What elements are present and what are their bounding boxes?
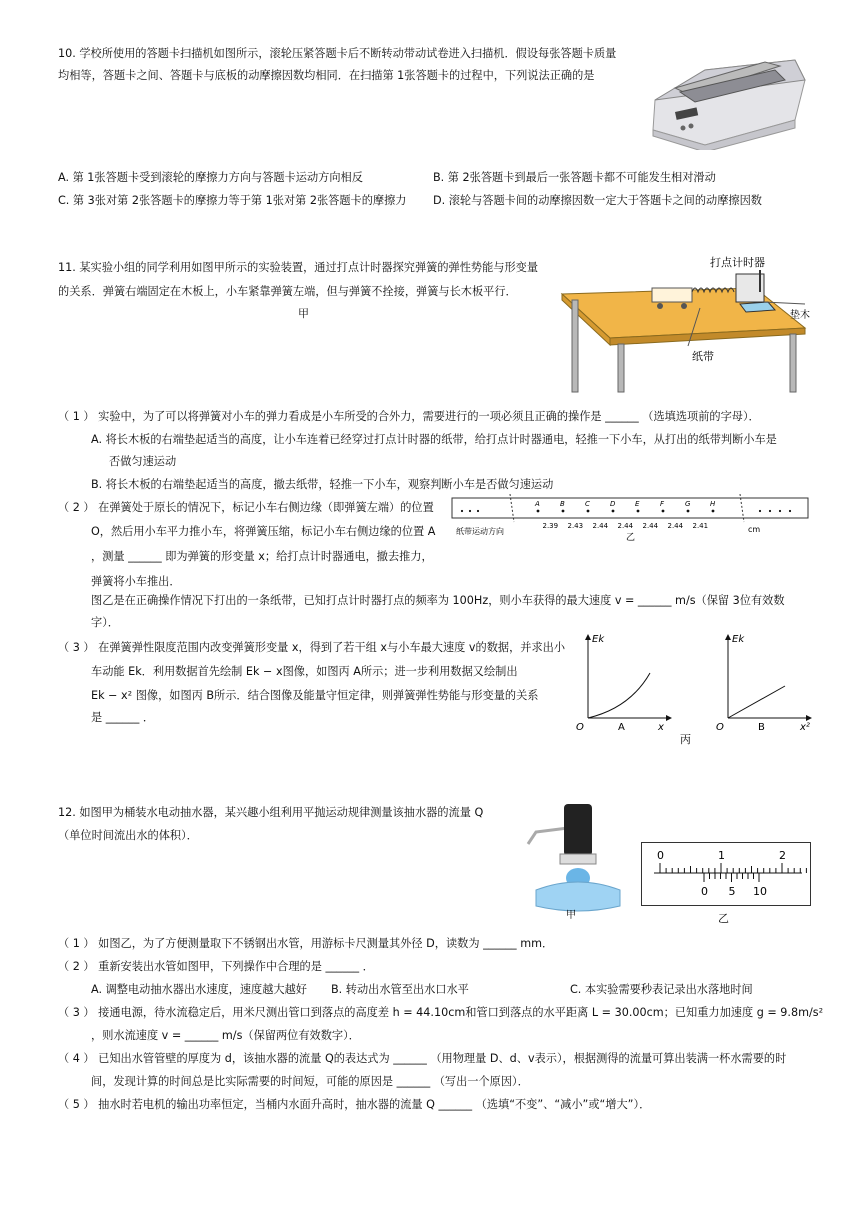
q11-part2-line4: 弹簧将小车推出． xyxy=(91,575,181,588)
q11-part2-line1: （ 2 ） 在弹簧处于原长的情况下，标记小车右侧边缘（即弹簧左端）的位置 xyxy=(58,501,434,514)
pump-fig-label: 甲 xyxy=(566,910,576,920)
q12-part3-line1: （ 3 ） 接通电源，待水流稳定后，用米尺测出管口到落点的高度差 h = 44.10cm和管口到落点的水平距离 L = 30.00cm；已知重力加速度 g = 9.8m/s² xyxy=(58,1006,824,1019)
q10-stem-line1: 10. 学校所使用的答题卡扫描机如图所示，滚轮压紧答题卡后不断转动带动试卷进入扫描机．假设每张答题卡质量 xyxy=(58,47,617,60)
q12-part3-line2: ，则水流速度 v = ______ m/s（保留两位有效数字）． xyxy=(91,1029,360,1042)
tape-point-label: A xyxy=(535,500,540,508)
graph-b-origin: O xyxy=(716,722,724,733)
scanner-illustration xyxy=(645,40,810,150)
vernier-scale-label: 5 xyxy=(728,885,736,898)
tape-point-label: E xyxy=(635,500,640,508)
q12-part2-option-b: B. 转动出水管至出水口水平 xyxy=(331,983,469,996)
apparatus-label-timer: 打点计时器 xyxy=(710,256,765,269)
tape-point xyxy=(562,510,565,513)
tape-interval-value: 2.39 xyxy=(542,522,559,530)
graph-a-xlabel: x xyxy=(658,722,664,733)
q11-part2-line6: 字）． xyxy=(91,616,119,629)
q11-part1-option-a1: A. 将长木板的右端垫起适当的高度，让小车连着已经穿过打点计时器的纸带，给打点计时器通电，轻推一下小车，从打出的纸带判断小车是 xyxy=(91,433,777,446)
q11-part1: （ 1 ） 实验中，为了可以将弹簧对小车的弹力看成是小车所受的合外力，需要进行的一项必须且正确的操作是 ______ （选填选项前的字母）． xyxy=(58,410,760,423)
graph-a-origin: O xyxy=(576,722,584,733)
main-scale-label: 0 xyxy=(657,849,664,862)
q11-part2-line2: O，然后用小车平力推小车，将弹簧压缩，标记小车右侧边缘的位置 A xyxy=(91,525,436,538)
tape-point-label: H xyxy=(710,500,716,508)
tape-point xyxy=(587,510,590,513)
q11-part3-line2: 车动能 Ek．利用数据首先绘制 Ek − x图像，如图丙 A所示；进一步利用数据又绘制出 xyxy=(91,665,518,678)
tape-point-label: F xyxy=(660,500,665,508)
tape-point-label: C xyxy=(585,500,590,508)
tape-unit: cm xyxy=(748,525,761,534)
graph-b-ylabel: Ek xyxy=(732,634,745,645)
tape-point xyxy=(537,510,540,513)
q10-option-c: C. 第 3张对第 2张答题卡的摩擦力等于第 1张对第 2张答题卡的摩擦力 xyxy=(58,194,407,207)
q11-stem-line2: 的关系．弹簧右端固定在木板上，小车紧靠弹簧左端，但与弹簧不拴接，弹簧与长木板平行． xyxy=(58,285,517,298)
vernier-caliper-panel xyxy=(641,842,811,906)
tape-point xyxy=(637,510,640,513)
q12-part1: （ 1 ） 如图乙，为了方便测量取下不锈钢出水管，用游标卡尺测量其外径 D，读数为 ______ mm． xyxy=(58,937,554,950)
q12-part4-line2: 间，发现计算的时间总是比实际需要的时间短，可能的原因是 ______ （写出一个原因）． xyxy=(91,1075,529,1088)
q11-part2-line3: ，测量 ______ 即为弹簧的形变量 x；给打点计时器通电，撤去推力， xyxy=(91,550,433,563)
graphs-fig-label: 丙 xyxy=(680,733,691,746)
tape-point xyxy=(612,510,615,513)
tape-interval-value: 2.43 xyxy=(567,522,584,530)
q11-fig-label: 甲 xyxy=(298,307,309,320)
apparatus-label-tape: 纸带 xyxy=(692,350,714,363)
tape-dot xyxy=(789,510,791,512)
tape-interval-value: 2.44 xyxy=(617,522,634,530)
graph-a-label: A xyxy=(618,722,625,733)
tape-point-label: D xyxy=(610,500,616,508)
tape-dot xyxy=(769,510,771,512)
q11-part3-line4: 是 ______ ． xyxy=(91,711,155,724)
graphs-bing xyxy=(570,628,820,746)
q12-part2-option-c: C. 本实验需要秒表记录出水落地时间 xyxy=(570,983,753,996)
tape-point xyxy=(712,510,715,513)
water-pump-illustration xyxy=(518,798,630,920)
tape-direction: 纸带运动方向 xyxy=(456,527,504,536)
q12-part2: （ 2 ） 重新安装出水管如图甲，下列操作中合理的是 ______ ． xyxy=(58,960,374,973)
q10-option-d: D. 滚轮与答题卡间的动摩擦因数一定大于答题卡之间的动摩擦因数 xyxy=(433,194,762,207)
vernier-caliper xyxy=(642,843,810,905)
q12-part2-option-a: A. 调整电动抽水器出水速度，速度越大越好 xyxy=(91,983,307,996)
q11-part2-line5: 图乙是在正确操作情况下打出的一条纸带，已知打点计时器打点的频率为 100Hz，则小车获得的最大速度 v = ______ m/s（保留 3位有效数 xyxy=(91,594,785,607)
q12-stem-line1: 12. 如图甲为桶装水电动抽水器，某兴趣小组利用平抛运动规律测量该抽水器的流量 Q xyxy=(58,806,484,819)
vernier-scale-label: 10 xyxy=(753,885,767,898)
q11-part3-line1: （ 3 ） 在弹簧弹性限度范围内改变弹簧形变量 x，得到了若干组 x与小车最大速度 v的数据，并求出小 xyxy=(58,641,566,654)
q12-part4-line1: （ 4 ） 已知出水管管壁的厚度为 d，该抽水器的流量 Q的表达式为 ______ （用物理量 D、d、v表示），根据测得的流量可算出装满一杯水需要的时 xyxy=(58,1052,787,1065)
q11-stem-line1: 11. 某实验小组的同学利用如图甲所示的实验装置，通过打点计时器探究弹簧的弹性势能与形变量 xyxy=(58,261,539,274)
caliper-fig-label: 乙 xyxy=(718,912,729,925)
tape-point xyxy=(662,510,665,513)
tape-dot xyxy=(477,510,479,512)
q11-part3-line3: Ek − x² 图像，如图丙 B所示．结合图像及能量守恒定律，则弹簧弹性势能与形变量的关系 xyxy=(91,689,539,702)
q10-option-b: B. 第 2张答题卡到最后一张答题卡都不可能发生相对滑动 xyxy=(433,171,716,184)
tape-dot xyxy=(461,510,463,512)
q10-option-a: A. 第 1张答题卡受到滚轮的摩擦力方向与答题卡运动方向相反 xyxy=(58,171,363,184)
tape-interval-value: 2.44 xyxy=(667,522,684,530)
apparatus-label-block: 垫木 xyxy=(790,310,810,321)
tape-dot xyxy=(779,510,781,512)
graph-a-ylabel: Ek xyxy=(592,634,605,645)
q12-part5: （ 5 ） 抽水时若电机的输出功率恒定，当桶内水面升高时，抽水器的流量 Q ______ （选填“不变”、“减小”或“增大”）． xyxy=(58,1098,651,1111)
q12-stem-line2: （单位时间流出水的体积）． xyxy=(58,829,198,842)
tape-dot xyxy=(469,510,471,512)
q11-part1-option-b: B. 将长木板的右端垫起适当的高度，撤去纸带，轻推一下小车，观察判断小车是否做匀速运动 xyxy=(91,478,554,491)
tape-interval-value: 2.44 xyxy=(592,522,609,530)
paper-tape xyxy=(450,494,812,542)
apparatus-illustration xyxy=(560,248,815,396)
graph-b-xlabel: x² xyxy=(800,722,810,733)
tape-point-label: G xyxy=(685,500,691,508)
main-scale-label: 1 xyxy=(718,849,725,862)
graph-b-label: B xyxy=(758,722,765,733)
q11-part1-option-a2: 否做匀速运动 xyxy=(109,455,177,468)
vernier-scale-label: 0 xyxy=(701,885,708,898)
tape-interval-value: 2.44 xyxy=(642,522,659,530)
tape-interval-value: 2.41 xyxy=(692,522,709,530)
main-scale-label: 2 xyxy=(779,849,786,862)
tape-point xyxy=(687,510,690,513)
tape-fig-label: 乙 xyxy=(626,533,636,542)
tape-dot xyxy=(759,510,761,512)
tape-point-label: B xyxy=(560,500,565,508)
q10-stem-line2: 均相等，答题卡之间、答题卡与底板的动摩擦因数均相同．在扫描第 1张答题卡的过程中，下列说法正确的是 xyxy=(58,69,595,82)
